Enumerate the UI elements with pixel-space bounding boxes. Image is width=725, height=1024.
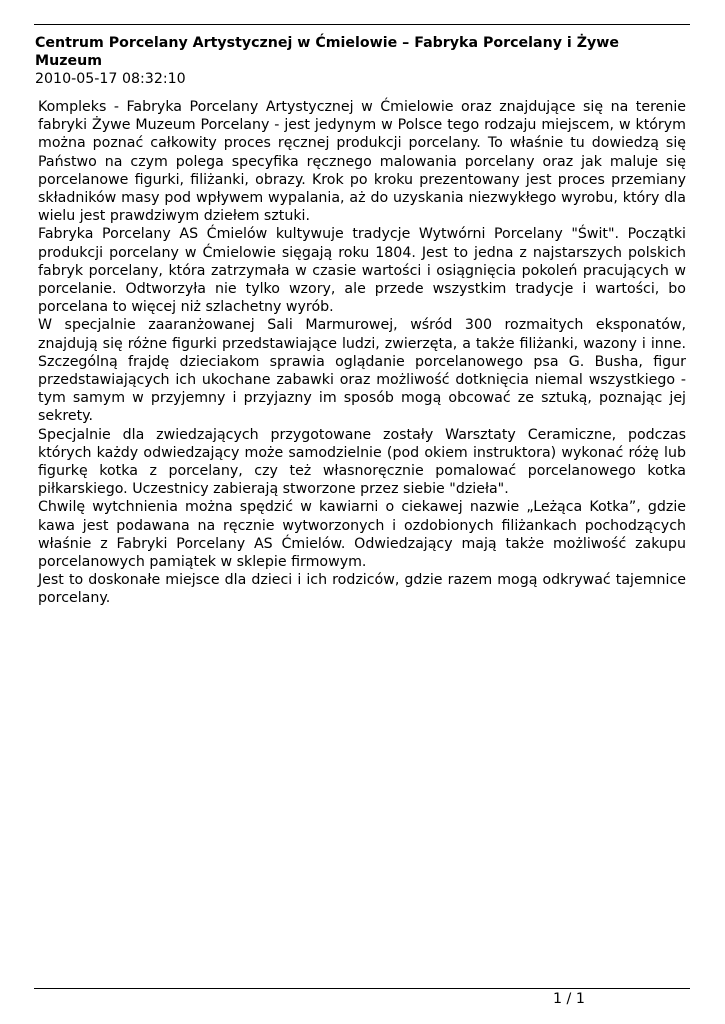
paragraph: Kompleks - Fabryka Porcelany Artystycznej w Ćmielowie oraz znajdujące się na terenie fabryki Żywe Muzeum Porcelany - jest jedynym w Polsce tego rodzaju miejscem, w którym można poznać całkowity proces ręcznej produkcji porcelany. To właśnie tu dowiedzą się Państwo na czym polega specyfika ręcznego malowania porcelany oraz jak maluje się porcelanowe figurki, filiżanki, obrazy. Krok po kroku prezentowany jest proces przemiany składników masy pod wpływem wypalania, aż do uzyskania niezwykłego wyrobu, który dla wielu jest prawdziwym dziełem sztuki. bbox=[38, 99, 686, 225]
paragraph: Specjalnie dla zwiedzających przygotowane zostały Warsztaty Ceramiczne, podczas których każdy odwiedzający może samodzielnie (pod okiem instruktora) wykonać różę lub figurkę kotka z porcelany, czy też własnoręcznie pomalować porcelanowego kotka piłkarskiego. Uczestnicy zabierają stworzone przez siebie "dzieła". bbox=[38, 426, 686, 498]
article-date: 2010-05-17 08:32:10 bbox=[35, 71, 186, 87]
top-divider bbox=[34, 24, 690, 25]
paragraph: Chwilę wytchnienia można spędzić w kawiarni o ciekawej nazwie „Leżąca Kotka”, gdzie kawa jest podawana na ręcznie wytworzonych i ozdobionych filiżankach pochodzących właśnie z Fabryki Porcelany AS Ćmielów. Odwiedzający mają także możliwość zakupu porcelanowych pamiątek w sklepie firmowym. bbox=[38, 499, 686, 571]
paragraph: Fabryka Porcelany AS Ćmielów kultywuje tradycje Wytwórni Porcelany "Świt". Początki produkcji porcelany w Ćmielowie sięgają roku 1804. Jest to jedna z najstarszych polskich fabryk porcelany, która zatrzymała w czasie wartości i osiągnięcia pokoleń pracujących w porcelanie. Odtworzyła nie tylko wzory, ale przede wszystkim tradycje i wartości, bo porcelana to więcej niż szlachetny wyrób. bbox=[38, 226, 686, 316]
bottom-divider bbox=[34, 988, 690, 989]
paragraph: W specjalnie zaaranżowanej Sali Marmurowej, wśród 300 rozmaitych eksponatów, znajdują się różne figurki przedstawiające ludzi, zwierzęta, a także filiżanki, wazony i inne. Szczególną frajdę dzieciakom sprawia oglądanie porcelanowego psa G. Busha, figur przedstawiających ich ukochane zabawki oraz możliwość dotknięcia niemal wszystkiego - tym samym w przyjemny i przyjazny im sposób mogą obcować ze sztuką, poznając jej sekrety. bbox=[38, 317, 686, 425]
article-body bbox=[38, 98, 686, 608]
article-title: Centrum Porcelany Artystycznej w Ćmielowie – Fabryka Porcelany i Żywe Muzeum bbox=[35, 35, 619, 69]
paragraph: Jest to doskonałe miejsce dla dzieci i ich rodziców, gdzie razem mogą odkrywać tajemnice porcelany. bbox=[38, 572, 686, 607]
article-header bbox=[35, 34, 687, 88]
page-number: 1 / 1 bbox=[553, 991, 585, 1007]
